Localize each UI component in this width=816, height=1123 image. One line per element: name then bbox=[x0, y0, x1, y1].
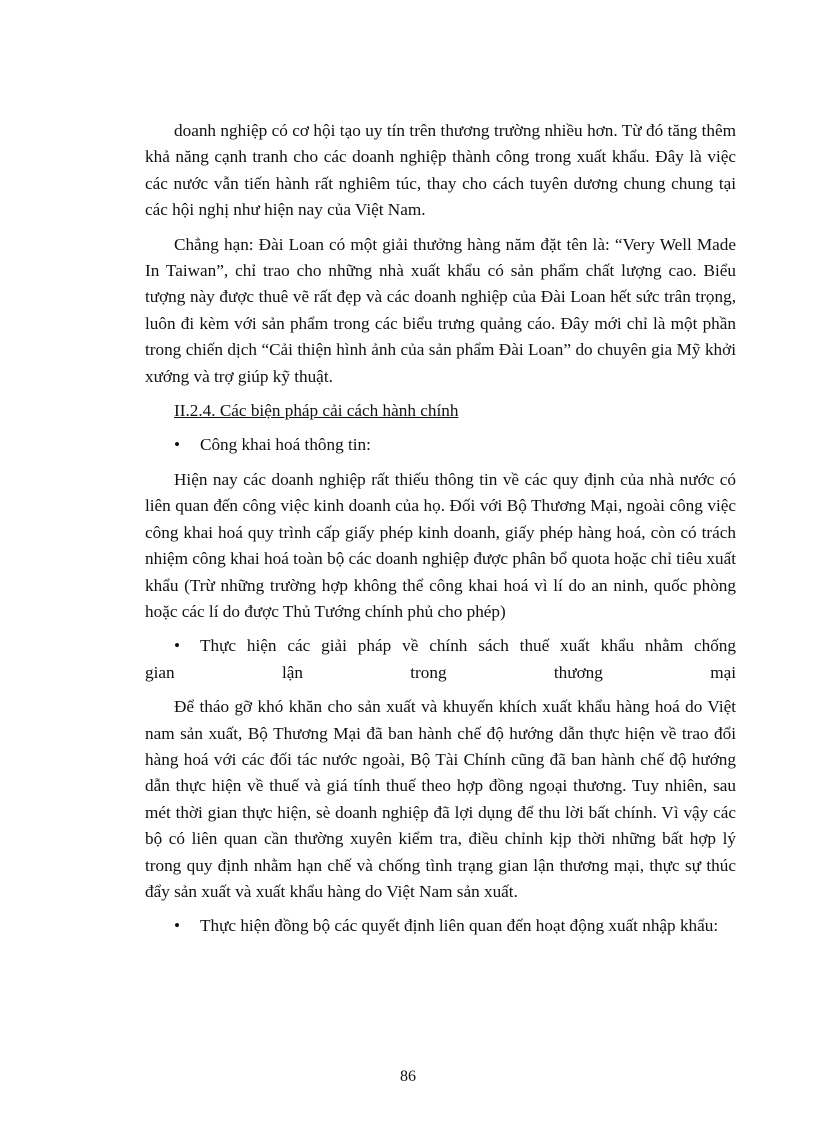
bullet-item-2-text-line1: Thực hiện các giải pháp về chính sách thuế xuất khẩu nhằm chống bbox=[200, 636, 736, 656]
bullet-icon: • bbox=[174, 916, 181, 936]
paragraph-4: Để tháo gỡ khó khăn cho sản xuất và khuyến khích xuất khẩu hàng hoá do Việt nam sản xuất, Bộ Thương Mại đã ban hành chế độ hướng dẫn thực hiện về trao đổi hàng hoá với các đối tác nước ngoài, Bộ Tài Chính cũng đã ban hành chế độ hướng dẫn thực hiện về thuế và giá tính thuế theo hợp đồng ngoại thương. Tuy nhiên, sau mét thời gian thực hiện, sè doanh nghiệp đã lợi dụng để thu lời bất chính. Vì vậy các bộ có liên quan cần thường xuyên kiểm tra, điều chỉnh kịp thời những bất hợp lý trong quy định nhằm hạn chế và chống tình trạng gian lận thương mại, thực sự thúc đẩy sản xuất và xuất khẩu hàng do Việt Nam sản xuất. bbox=[145, 697, 736, 901]
paragraph-2: Chẳng hạn: Đài Loan có một giải thưởng hàng năm đặt tên là: “Very Well Made In Taiwan”, chỉ trao cho những nhà xuất khẩu có sản phẩm chất lượng cao. Biểu tượng này được thuê vẽ rất đẹp và các doanh nghiệp của Đài Loan hết sức trân trọng, luôn đi kèm với sản phẩm trong các biểu trưng quảng cáo. Đây mới chỉ là một phần trong chiến dịch “Cải thiện hình ảnh của sản phẩm Đài Loan” do chuyên gia Mỹ khởi xướng và trợ giúp kỹ thuật. bbox=[145, 234, 736, 386]
bullet-item-1-text: Công khai hoá thông tin: bbox=[200, 435, 371, 455]
document-page bbox=[145, 118, 736, 948]
bullet-icon: • bbox=[174, 636, 181, 656]
section-heading: II.2.4. Các biện pháp cải cách hành chính bbox=[174, 401, 459, 421]
paragraph-3: Hiện nay các doanh nghiệp rất thiếu thông tin về các quy định của nhà nước có liên quan đến công việc kinh doanh của họ. Đối với Bộ Thương Mại, ngoài công việc công khai hoá quy trình cấp giấy phép kinh doanh, giấy phép hàng hoá, còn có trách nhiệm công khai hoá toàn bộ các doanh nghiệp được phân bổ quota hoặc chỉ tiêu xuất khẩu (Trừ những trường hợp không thể công khai hoá vì lí do an ninh, quốc phòng hoặc các lí do được Thủ Tướng chính phủ cho phép) bbox=[145, 469, 736, 621]
bullet-icon: • bbox=[174, 435, 181, 455]
bullet-item-1 bbox=[145, 432, 736, 458]
bullet-item-3 bbox=[145, 913, 736, 939]
page-number: 86 bbox=[400, 1068, 416, 1085]
bullet-item-2 bbox=[145, 633, 736, 659]
bullet-item-2-text-line2: gian lận trong thương mại bbox=[145, 662, 736, 682]
paragraph-1: doanh nghiệp có cơ hội tạo uy tín trên thương trường nhiều hơn. Từ đó tăng thêm khả năng cạnh tranh cho các doanh nghiệp thành công trong xuất khẩu. Đây là việc các nước vẫn tiến hành rất nghiêm túc, thay cho cách tuyên dương chung chung tại các hội nghị như hiện nay của Việt Nam. bbox=[145, 121, 736, 220]
bullet-item-3-text: Thực hiện đồng bộ các quyết định liên quan đến hoạt động xuất nhập khẩu: bbox=[200, 916, 719, 936]
